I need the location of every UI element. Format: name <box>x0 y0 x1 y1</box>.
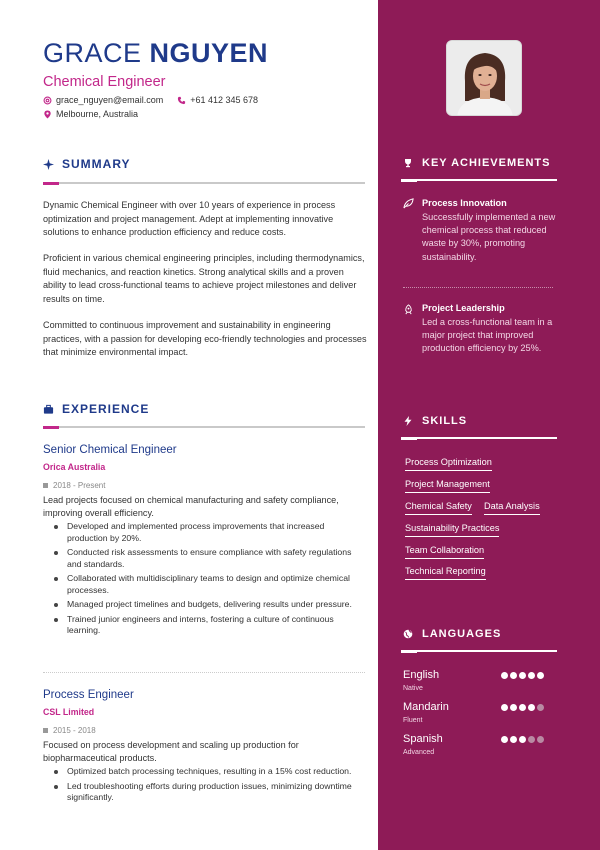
summary-heading: SUMMARY <box>43 157 365 171</box>
summary-rule <box>43 182 365 184</box>
avatar <box>447 41 522 116</box>
list-item: Trained junior engineers and interns, fostering a culture of continuous learning. <box>53 614 358 637</box>
phone-contact[interactable] <box>177 95 258 105</box>
profile-photo <box>446 40 522 116</box>
job-description: Focused on process development and scaling up production for biopharmaceutical products. <box>43 740 299 763</box>
sidebar <box>378 0 600 850</box>
contact-row <box>43 95 258 105</box>
job-bullets <box>53 521 358 640</box>
skill-tag: Team Collaboration <box>405 545 484 559</box>
experience-heading: EXPERIENCE <box>43 402 365 416</box>
trophy-icon <box>403 158 413 168</box>
leaf-icon <box>403 198 414 209</box>
rocket-icon <box>403 304 414 315</box>
sparkle-icon <box>43 159 54 170</box>
list-item: Conducted risk assessments to ensure compliance with safety regulations and standards. <box>53 547 358 570</box>
email-contact[interactable] <box>43 95 163 105</box>
skill-tag: Project Management <box>405 479 490 493</box>
at-icon <box>43 96 52 105</box>
briefcase-icon <box>43 404 54 415</box>
language-name: Spanish <box>403 733 443 745</box>
summary-paragraph-1: Dynamic Chemical Engineer with over 10 years of experience in process optimization and project management. Adept at implementing innovative solutions to enhance production efficiency and reduce costs. <box>43 200 336 237</box>
lightning-icon <box>403 416 413 426</box>
job-dates: 2018 - Present <box>43 481 105 490</box>
list-item: Collaborated with multidisciplinary teams to design and optimize chemical processes. <box>53 573 358 596</box>
language-rating <box>501 704 544 711</box>
achievements-heading: KEY ACHIEVEMENTS <box>403 157 581 169</box>
skills-heading: SKILLS <box>403 415 581 427</box>
summary-paragraph-2: Proficient in various chemical engineering principles, including thermodynamics, fluid mechanics, and reaction kinetics. Strong analytical skills and a proven ability to lead cross-functional teams to achieve project milestones and deliver results on time. <box>43 253 365 304</box>
rating-dot <box>501 672 508 679</box>
job-bullets <box>53 766 358 807</box>
summary-paragraph-3: Committed to continuous improvement and sustainability in engineering practices, with a passion for developing eco-friendly technologies and processes that minimize environmental impact. <box>43 320 367 357</box>
location-row <box>43 109 138 119</box>
achievement-divider <box>403 287 553 288</box>
job-title: Process Engineer <box>43 689 134 701</box>
rating-dot <box>537 736 544 743</box>
job-description: Lead projects focused on chemical manufacturing and safety compliance, improving overall efficiency. <box>43 495 339 518</box>
job-title: Senior Chemical Engineer <box>43 444 177 456</box>
language-name: Mandarin <box>403 701 449 713</box>
rating-dot <box>528 672 535 679</box>
first-name: GRACE <box>43 38 142 68</box>
achievements-rule <box>401 179 557 181</box>
phone-text: +61 412 345 678 <box>190 95 259 105</box>
rating-dot <box>510 736 517 743</box>
list-item: Managed project timelines and budgets, delivering results under pressure. <box>53 599 358 611</box>
globe-icon <box>403 629 413 639</box>
rating-dot <box>528 736 535 743</box>
phone-icon <box>177 96 186 105</box>
languages-rule <box>401 650 557 652</box>
list-item: Optimized batch processing techniques, resulting in a 15% cost reduction. <box>53 766 358 778</box>
list-item: Led troubleshooting efforts during production issues, minimizing downtime significantly. <box>53 781 358 804</box>
skills-rule <box>401 437 557 439</box>
rating-dot <box>537 704 544 711</box>
rating-dot <box>528 704 535 711</box>
job-role: Chemical Engineer <box>43 74 166 90</box>
job-divider <box>43 672 365 673</box>
languages-heading: LANGUAGES <box>403 628 581 640</box>
skill-tag: Data Analysis <box>484 501 540 515</box>
job-dates: 2015 - 2018 <box>43 726 96 735</box>
rating-dot <box>519 704 526 711</box>
skill-tag: Sustainability Practices <box>405 523 499 537</box>
rating-dot <box>510 672 517 679</box>
calendar-icon <box>43 483 48 488</box>
language-name: English <box>403 669 440 681</box>
skill-tag: Technical Reporting <box>405 566 486 580</box>
language-rating <box>501 736 544 743</box>
language-level: Fluent <box>403 717 423 724</box>
rating-dot <box>501 704 508 711</box>
rating-dot <box>519 672 526 679</box>
achievement-description: Successfully implemented a new chemical process that reduced waste by 30%, promoting sustainability. <box>422 212 556 262</box>
skill-tag: Chemical Safety <box>405 501 472 515</box>
last-name: NGUYEN <box>149 38 269 68</box>
achievement-title: Project Leadership <box>422 303 505 313</box>
rating-dot <box>519 736 526 743</box>
rating-dot <box>510 704 517 711</box>
rating-dot <box>537 672 544 679</box>
job-company: Orica Australia <box>43 462 106 472</box>
job-company: CSL Limited <box>43 707 95 717</box>
location-text: Melbourne, Australia <box>56 109 139 119</box>
language-level: Native <box>403 685 423 692</box>
calendar-icon <box>43 728 48 733</box>
experience-rule <box>43 426 365 428</box>
language-rating <box>501 672 544 679</box>
achievement-title: Process Innovation <box>422 198 507 208</box>
candidate-name <box>43 38 268 69</box>
email-text: grace_nguyen@email.com <box>56 95 164 105</box>
list-item: Developed and implemented process improvements that increased production by 20%. <box>53 521 358 544</box>
rating-dot <box>501 736 508 743</box>
language-level: Advanced <box>403 749 435 756</box>
location-contact <box>43 109 138 119</box>
skill-tag: Process Optimization <box>405 457 492 471</box>
achievement-description: Led a cross-functional team in a major project that improved production efficiency by 25%. <box>422 317 553 354</box>
map-pin-icon <box>43 110 52 119</box>
